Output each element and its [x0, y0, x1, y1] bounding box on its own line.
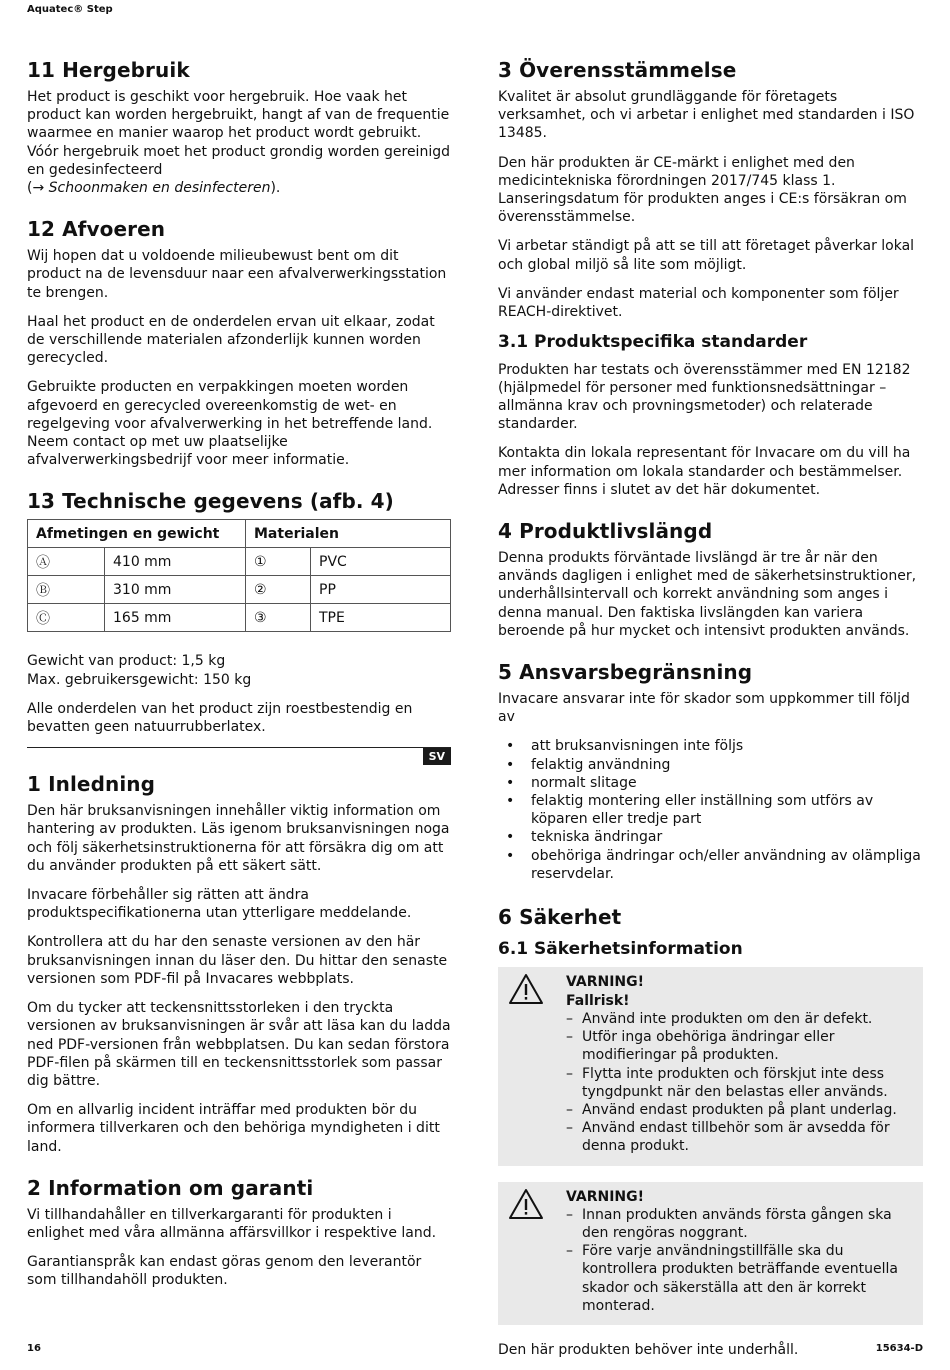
specs-table: [27, 519, 451, 632]
section-title-garanti: 2 Information om garanti: [27, 1175, 314, 1200]
warning-item: – Använd endast produkten på plant underlag.: [566, 1101, 897, 1118]
paragraph: Haal het product en de onderdelen ervan uit elkaar, zodat de verschillende materialen afzonderlijk kunnen worden gerecycled.: [27, 313, 435, 367]
warning-subtitle: Fallrisk!: [566, 992, 630, 1009]
weight-info: Gewicht van product: 1,5 kg Max. gebruikersgewicht: 150 kg: [27, 653, 252, 688]
left-column: [27, 58, 451, 1301]
material-marker: ②: [246, 576, 311, 604]
subsection-title-standarder: 3.1 Produktspecifika standarder: [498, 332, 808, 353]
material-marker: ③: [246, 604, 311, 632]
section-title-produktlivslangd: 4 Produktlivslängd: [498, 519, 713, 544]
paragraph: Invacare ansvarar inte för skador som uppkommer till följd av: [498, 691, 910, 726]
table-header-row: [28, 520, 451, 548]
section-title-hergebruik: 11 Hergebruik: [27, 58, 190, 82]
dimension-marker: Ⓒ: [28, 604, 105, 632]
dimension-marker: Ⓐ: [28, 548, 105, 576]
dimension-value: 310 mm: [105, 576, 246, 604]
cross-reference: Schoonmaken en desinfecteren: [48, 180, 271, 197]
paragraph: Garantianspråk kan endast göras genom den leverantör som tillhandahöll produkten.: [27, 1254, 422, 1289]
warning-box: [498, 1182, 923, 1325]
paragraph: Kvalitet är absolut grundläggande för företagets verksamhet, och vi arbetar i enlighet med standarden i ISO 13485.: [498, 89, 915, 142]
language-badge: SV: [423, 748, 451, 765]
section-title-inledning: 1 Inledning: [27, 772, 156, 797]
list-item: • felaktig användning: [506, 756, 671, 773]
warning-item: – Flytta inte produkten och förskjut inte dess tyngdpunkt när den belastas eller används.: [566, 1065, 888, 1100]
paragraph: Om du tycker att teckensnittsstorleken i den tryckta versionen av bruksanvisningen är svår att läsa kan du ladda ned PDF-versionen från webbplatsen. Du kan sedan förstora PDF-filen på skärmen till en teckensnittsstorlek som passar dig bättre.: [27, 1000, 451, 1089]
section-title-ansvarsbegransning: 5 Ansvarsbegränsning: [498, 660, 753, 685]
paragraph: Alle onderdelen van het product zijn roestbestendig en bevatten geen natuurrubberlatex.: [27, 700, 413, 736]
warning-title: VARNING!: [566, 974, 645, 991]
list-item: • normalt slitage: [506, 774, 637, 791]
warning-triangle-icon: [508, 973, 544, 1005]
paragraph: Produkten har testats och överensstämmer med EN 12182 (hjälpmedel för personer med funktionsnedsättningar – allmänna krav och provningsmetoder) och relaterade standarder.: [498, 361, 911, 433]
material-marker: ①: [246, 548, 311, 576]
paragraph: Vi arbetar ständigt på att se till att företaget påverkar lokal och global miljö så lite som möjligt.: [498, 238, 915, 273]
paragraph: Den här bruksanvisningen innehåller viktig information om hantering av produkten. Läs igenom bruksanvisningen noga och följ säkerhetsinstruktionerna för att försäkra dig om att du använder produkten på ett säkert sätt.: [27, 803, 450, 874]
list-item: • obehöriga ändringar och/eller användning av olämpliga reservdelar.: [506, 847, 921, 882]
table-row: [28, 604, 451, 632]
warning-triangle-icon: [508, 1188, 544, 1220]
right-column: [498, 58, 923, 1370]
arrow-right-icon: →: [32, 180, 45, 197]
paragraph: Den här produkten är CE-märkt i enlighet med den medicintekniska förordningen 2017/745 klass 1. Lanseringsdatum för produkten anges i CE:s försäkran om överensstämmelse.: [498, 154, 907, 226]
document-code: 15634-D: [875, 1343, 923, 1354]
table-row: [28, 548, 451, 576]
warning-box: [498, 967, 923, 1165]
paragraph: Denna produkts förväntade livslängd är tre år när den används dagligen i enlighet med de säkerhetsinstruktioner, underhållsintervall och korrekt användning som anges i denna manual. Den faktiska livslängden kan variera beroende på hur mycket och intensivt produkten används.: [498, 550, 917, 639]
table-row: [28, 576, 451, 604]
warning-item: – Använd inte produkten om den är defekt.: [566, 1010, 873, 1027]
section-title-overensstammelse: 3 Överensstämmelse: [498, 58, 737, 82]
warning-item: – Utför inga obehöriga ändringar eller modifieringar på produkten.: [566, 1029, 835, 1064]
warning-item: – Innan produkten används första gången ska den rengöras noggrant.: [566, 1206, 892, 1241]
material-value: PVC: [311, 548, 451, 576]
section-title-sakerhet: 6 Säkerhet: [498, 905, 622, 930]
paragraph: Kontakta din lokala representant för Invacare om du vill ha mer information om lokala standarder och bestämmelser. Adresser finns i slutet av det här dokumentet.: [498, 445, 911, 498]
material-value: PP: [311, 576, 451, 604]
paragraph: Het product is geschikt voor hergebruik. Hoe vaak het product kan worden hergebruikt, hangt af van de frequentie waarmee en manier waarop het product wordt gebruikt. Vóór hergebruik moet het product grondig worden gereinigd en gedesinfecteerd (→ Schoonmaken en desinfecteren).: [27, 89, 450, 197]
paragraph: Kontrollera att du har den senaste versionen av den här bruksanvisningen innan du läser den. Du hittar den senaste versionen som PDF-fil på Invacares webbplats.: [27, 934, 448, 987]
paragraph: Den här produkten behöver inte underhåll.: [498, 1341, 799, 1358]
dimension-marker: Ⓑ: [28, 576, 105, 604]
dimension-value: 410 mm: [105, 548, 246, 576]
table-header: Materialen: [246, 520, 451, 548]
paragraph: Om en allvarlig incident inträffar med produkten bör du informera tillverkaren och den behöriga myndigheten i ditt land.: [27, 1102, 440, 1155]
page-number: 16: [27, 1343, 41, 1354]
warning-title: VARNING!: [566, 1188, 645, 1205]
list-item: • felaktig montering eller inställning som utförs av köparen eller tredje part: [506, 793, 874, 828]
paragraph: Invacare förbehåller sig rätten att ändra produktspecifikationerna utan ytterligare meddelande.: [27, 887, 412, 922]
running-header: Aquatec® Step: [27, 4, 113, 15]
warning-item: – Före varje användningstillfälle ska du kontrollera produkten beträffande eventuella skador och säkerställa att den är korrekt monterad.: [566, 1243, 899, 1314]
paragraph: Vi tillhandahåller en tillverkargaranti för produkten i enlighet med våra allmänna affärsvillkor i respektive land.: [27, 1206, 437, 1241]
paragraph: Gebruikte producten en verpakkingen moeten worden afgevoerd en gerecycled overeenkomstig de wet- en regelgeving voor afvalverwerking in het betreffende land. Neem contact op met uw plaatselijke afvalverwerkingsbedrijf voor meer informatie.: [27, 379, 433, 469]
table-header: Afmetingen en gewicht: [28, 520, 246, 548]
warning-item: – Använd endast tillbehör som är avsedda för denna produkt.: [566, 1120, 890, 1155]
liability-list: [498, 737, 923, 883]
dimension-value: 165 mm: [105, 604, 246, 632]
paragraph: Wij hopen dat u voldoende milieubewust bent om dit product na de levensduur naar een afvalverwerkingsstation te brengen.: [27, 248, 447, 301]
material-value: TPE: [311, 604, 451, 632]
list-item: • tekniska ändringar: [506, 829, 663, 846]
section-title-afvoeren: 12 Afvoeren: [27, 217, 166, 242]
paragraph: Vi använder endast material och komponenter som följer REACH-direktivet.: [498, 285, 899, 321]
language-separator: [27, 747, 451, 764]
subsection-title-sakerhetsinformation: 6.1 Säkerhetsinformation: [498, 939, 743, 960]
list-item: • att bruksanvisningen inte följs: [506, 738, 744, 755]
section-title-technische-gegevens: 13 Technische gegevens (afb. 4): [27, 489, 394, 514]
